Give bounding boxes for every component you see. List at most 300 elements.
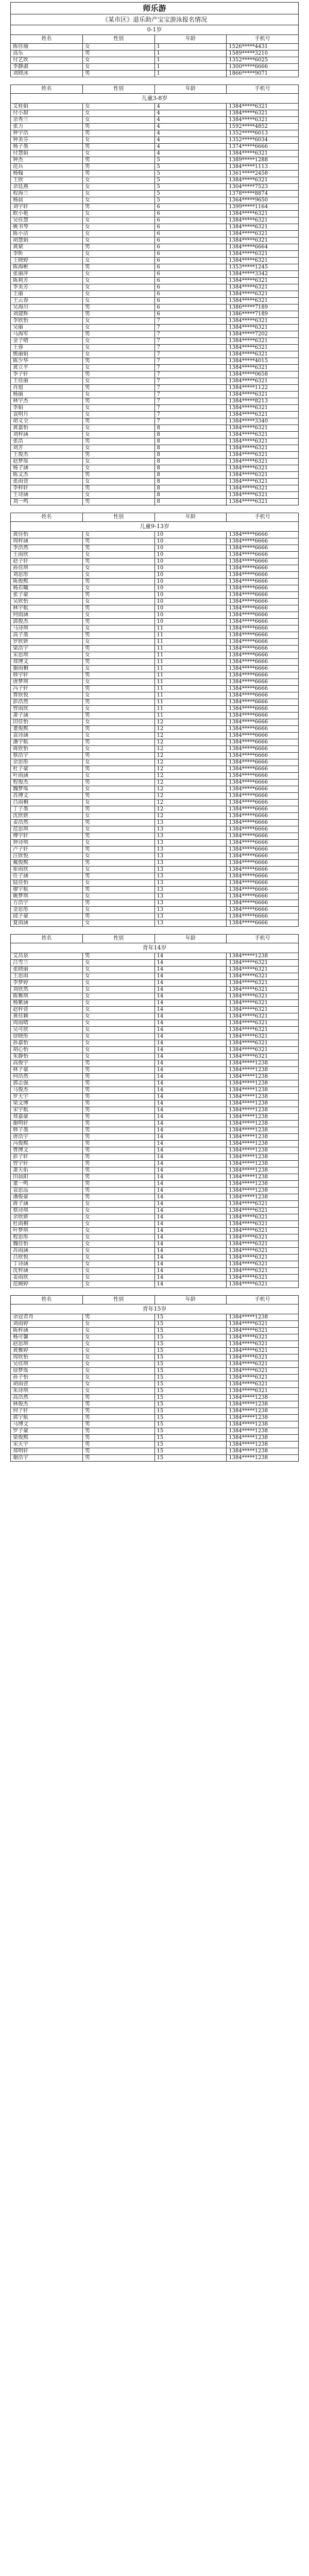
cell-gender: 女 <box>82 552 154 558</box>
cell-age: 6 <box>154 284 227 291</box>
cell-age: 12 <box>154 813 227 820</box>
cell-gender: 男 <box>82 833 154 840</box>
cell-name: 吕欣悦 <box>11 1255 83 1261</box>
cell-phone: 1384*****1238 <box>227 1087 299 1094</box>
cell-age: 14 <box>154 1060 227 1067</box>
section-spacer <box>11 505 299 513</box>
cell-gender: 男 <box>82 753 154 759</box>
cell-phone: 1384*****1238 <box>227 1094 299 1100</box>
cell-age: 7 <box>154 385 227 392</box>
cell-gender: 女 <box>82 284 154 291</box>
table-row <box>11 358 299 365</box>
cell-gender: 女 <box>82 224 154 231</box>
cell-phone: 1384*****6666 <box>227 766 299 773</box>
document-subtitle: 《某市区》退乐助产宝宝游泳报名情况 <box>10 14 299 25</box>
cell-phone: 1384*****6321 <box>227 1234 299 1241</box>
cell-gender: 女 <box>82 1054 154 1060</box>
cell-name: 余欣妍 <box>11 1214 83 1221</box>
cell-gender: 男 <box>82 592 154 599</box>
cell-phone: 1384*****6321 <box>227 472 299 479</box>
table-row <box>11 786 299 793</box>
cell-age: 15 <box>154 1401 227 1408</box>
cell-age: 13 <box>154 887 227 893</box>
cell-gender: 男 <box>82 1194 154 1201</box>
cell-phone: 1384*****6666 <box>227 639 299 646</box>
cell-phone: 1378*****8874 <box>227 191 299 197</box>
cell-phone: 1384*****8213 <box>227 398 299 405</box>
cell-phone: 1384*****6321 <box>227 445 299 452</box>
table-row <box>11 157 299 164</box>
cell-gender: 女 <box>82 184 154 191</box>
table-row <box>11 719 299 726</box>
cell-age: 14 <box>154 1100 227 1107</box>
table-row <box>11 733 299 739</box>
cell-phone: 1384*****6321 <box>227 1007 299 1013</box>
roster-table <box>10 25 299 1462</box>
cell-name: 梁文博 <box>11 1100 83 1107</box>
cell-age: 13 <box>154 900 227 907</box>
section-title-row <box>11 1304 299 1314</box>
cell-age: 14 <box>154 1188 227 1194</box>
cell-name: 任子涵 <box>11 873 83 880</box>
cell-gender: 男 <box>82 452 154 459</box>
cell-name: 刘晓冰 <box>11 71 83 77</box>
cell-phone: 1384*****6321 <box>227 479 299 485</box>
cell-name: 吕雨桐 <box>11 800 83 806</box>
cell-gender: 男 <box>82 820 154 826</box>
cell-age: 14 <box>154 1000 227 1007</box>
cell-phone: 1384*****6666 <box>227 652 299 659</box>
cell-age: 8 <box>154 445 227 452</box>
cell-gender: 女 <box>82 1241 154 1248</box>
table-row <box>11 679 299 686</box>
cell-age: 14 <box>154 953 227 960</box>
cell-phone: 1384*****6321 <box>227 338 299 345</box>
cell-name: 曹博文 <box>11 1147 83 1154</box>
cell-name: 廖宇航 <box>11 887 83 893</box>
column-header-name: 姓名 <box>11 35 83 44</box>
cell-phone: 1384*****6666 <box>227 706 299 713</box>
cell-gender: 女 <box>82 987 154 993</box>
cell-age: 15 <box>154 1455 227 1462</box>
cell-phone: 1384*****6321 <box>227 217 299 224</box>
table-row <box>11 1214 299 1221</box>
cell-age: 15 <box>154 1321 227 1328</box>
cell-name: 杨若曦 <box>11 585 83 592</box>
cell-age: 10 <box>154 579 227 585</box>
cell-name: 余秀兰 <box>11 117 83 124</box>
cell-name: 杨紫涵 <box>11 1000 83 1007</box>
table-row <box>11 217 299 224</box>
cell-phone: 1300*****6666 <box>227 64 299 71</box>
cell-name: 郭志强 <box>11 1080 83 1087</box>
table-row <box>11 1255 299 1261</box>
cell-gender: 男 <box>82 739 154 746</box>
cell-gender: 男 <box>82 331 154 338</box>
cell-age: 8 <box>154 438 227 445</box>
cell-name: 杜子豪 <box>11 766 83 773</box>
cell-gender: 女 <box>82 692 154 699</box>
cell-gender: 女 <box>82 980 154 987</box>
cell-age: 15 <box>154 1442 227 1448</box>
cell-age: 13 <box>154 820 227 826</box>
cell-phone: 1384*****6666 <box>227 592 299 599</box>
cell-phone: 1352*****6025 <box>227 57 299 64</box>
cell-phone: 1384*****6321 <box>227 1348 299 1354</box>
table-row <box>11 1167 299 1174</box>
column-header-row <box>11 35 299 44</box>
cell-gender: 男 <box>82 1181 154 1188</box>
cell-phone: 1384*****6666 <box>227 733 299 739</box>
table-row <box>11 1000 299 1007</box>
cell-age: 10 <box>154 572 227 579</box>
cell-age: 14 <box>154 1228 227 1234</box>
cell-name: 付小甜 <box>11 110 83 117</box>
cell-name: 潘宇航 <box>11 739 83 746</box>
cell-name: 陈梓涵 <box>11 1328 83 1334</box>
table-row <box>11 1334 299 1341</box>
table-row <box>11 1281 299 1288</box>
cell-gender: 女 <box>82 298 154 304</box>
cell-phone: 1384*****1238 <box>227 1134 299 1141</box>
cell-age: 11 <box>154 659 227 666</box>
table-row <box>11 137 299 144</box>
column-header-name: 姓名 <box>11 935 83 943</box>
cell-gender: 女 <box>82 412 154 418</box>
cell-name: 何雨涵 <box>11 612 83 619</box>
cell-name: 曾宇轩 <box>11 1161 83 1167</box>
cell-age: 14 <box>154 1181 227 1188</box>
cell-age: 5 <box>154 197 227 204</box>
column-header-name: 姓名 <box>11 85 83 94</box>
cell-gender: 男 <box>82 244 154 251</box>
cell-phone: 1384*****6666 <box>227 806 299 813</box>
table-row <box>11 492 299 499</box>
table-row <box>11 672 299 679</box>
cell-phone: 1384*****6321 <box>227 1261 299 1268</box>
cell-phone: 1353*****1245 <box>227 264 299 271</box>
table-row <box>11 1442 299 1448</box>
cell-gender: 男 <box>82 472 154 479</box>
table-row <box>11 472 299 479</box>
cell-age: 14 <box>154 980 227 987</box>
cell-phone: 1384*****6666 <box>227 552 299 558</box>
cell-gender: 女 <box>82 278 154 284</box>
cell-gender: 女 <box>82 191 154 197</box>
cell-age: 7 <box>154 318 227 325</box>
cell-gender: 男 <box>82 358 154 365</box>
column-header-row <box>11 1296 299 1304</box>
cell-age: 14 <box>154 1154 227 1161</box>
cell-age: 11 <box>154 679 227 686</box>
table-row <box>11 345 299 351</box>
cell-phone: 1384*****6321 <box>227 177 299 184</box>
cell-phone: 1384*****6321 <box>227 365 299 371</box>
cell-age: 13 <box>154 913 227 920</box>
cell-gender: 女 <box>82 1321 154 1328</box>
cell-phone: 1384*****6666 <box>227 759 299 766</box>
cell-age: 14 <box>154 1261 227 1268</box>
cell-name: 萧子涵 <box>11 713 83 719</box>
section-title: 青年15岁 <box>11 1304 299 1314</box>
cell-age: 4 <box>154 110 227 117</box>
table-row <box>11 1033 299 1040</box>
cell-age: 7 <box>154 405 227 412</box>
cell-gender: 女 <box>82 719 154 726</box>
cell-phone: 1384*****1238 <box>227 1448 299 1455</box>
cell-age: 5 <box>154 177 227 184</box>
column-header-age: 年龄 <box>154 85 227 94</box>
table-row <box>11 311 299 318</box>
cell-phone: 1384*****1238 <box>227 1100 299 1107</box>
cell-phone: 1384*****6321 <box>227 492 299 499</box>
cell-age: 1 <box>154 64 227 71</box>
table-row <box>11 445 299 452</box>
cell-age: 14 <box>154 1040 227 1047</box>
table-row <box>11 284 299 291</box>
cell-age: 6 <box>154 224 227 231</box>
cell-phone: 1384*****6321 <box>227 1013 299 1020</box>
cell-phone: 1384*****6666 <box>227 779 299 786</box>
cell-age: 14 <box>154 1268 227 1275</box>
cell-gender: 女 <box>82 813 154 820</box>
cell-gender: 女 <box>82 773 154 779</box>
cell-age: 8 <box>154 499 227 505</box>
cell-age: 15 <box>154 1448 227 1455</box>
table-row <box>11 1234 299 1241</box>
section-spacer-cell <box>11 1288 299 1296</box>
cell-phone: 1526*****4431 <box>227 44 299 50</box>
cell-gender: 女 <box>82 231 154 238</box>
cell-gender: 男 <box>82 686 154 692</box>
cell-name: 王蓉 <box>11 345 83 351</box>
cell-name: 袁思远 <box>11 1188 83 1194</box>
cell-gender: 女 <box>82 57 154 64</box>
cell-age: 14 <box>154 1127 227 1134</box>
cell-gender: 女 <box>82 1388 154 1395</box>
table-row <box>11 592 299 599</box>
cell-gender: 男 <box>82 699 154 706</box>
cell-gender: 女 <box>82 1381 154 1388</box>
cell-name: 夏雨涵 <box>11 920 83 927</box>
cell-gender: 男 <box>82 124 154 130</box>
cell-gender: 女 <box>82 973 154 980</box>
cell-gender: 男 <box>82 1094 154 1100</box>
cell-gender: 女 <box>82 1214 154 1221</box>
cell-phone: 1384*****6321 <box>227 1275 299 1281</box>
cell-phone: 1384*****6321 <box>227 284 299 291</box>
section-title-row <box>11 943 299 953</box>
cell-gender: 男 <box>82 164 154 171</box>
cell-age: 13 <box>154 846 227 853</box>
table-row <box>11 1395 299 1401</box>
cell-age: 7 <box>154 398 227 405</box>
cell-age: 5 <box>154 184 227 191</box>
cell-age: 12 <box>154 773 227 779</box>
cell-gender: 女 <box>82 104 154 110</box>
cell-age: 14 <box>154 1281 227 1288</box>
cell-age: 14 <box>154 1114 227 1121</box>
cell-gender: 男 <box>82 713 154 719</box>
cell-name: 卢子轩 <box>11 846 83 853</box>
cell-name: 彭子轩 <box>11 1154 83 1161</box>
cell-phone: 1384*****6666 <box>227 893 299 900</box>
column-header-name: 姓名 <box>11 1296 83 1304</box>
cell-phone: 1389*****1288 <box>227 157 299 164</box>
cell-name: 郑博文 <box>11 659 83 666</box>
cell-phone: 1384*****6321 <box>227 251 299 258</box>
table-row <box>11 1328 299 1334</box>
cell-name: 陈文杰 <box>11 472 83 479</box>
cell-gender: 女 <box>82 706 154 713</box>
cell-phone: 1384*****6321 <box>227 967 299 973</box>
cell-age: 10 <box>154 538 227 545</box>
section-title: 儿童9-13岁 <box>11 522 299 532</box>
cell-phone: 1384*****6321 <box>227 318 299 325</box>
cell-age: 13 <box>154 873 227 880</box>
cell-name: 林俊杰 <box>11 1401 83 1408</box>
table-row <box>11 177 299 184</box>
cell-name: 陈少华 <box>11 358 83 365</box>
column-header-gender: 性别 <box>82 1296 154 1304</box>
cell-phone: 1384*****6666 <box>227 686 299 692</box>
cell-phone: 1384*****6321 <box>227 211 299 217</box>
cell-age: 7 <box>154 378 227 385</box>
cell-age: 14 <box>154 1080 227 1087</box>
cell-phone: 1384*****1238 <box>227 1442 299 1448</box>
table-row <box>11 1314 299 1321</box>
table-row <box>11 485 299 492</box>
cell-age: 12 <box>154 793 227 800</box>
cell-gender: 男 <box>82 171 154 177</box>
cell-phone: 1384*****1238 <box>227 1080 299 1087</box>
column-header-phone: 手机号 <box>227 35 299 44</box>
table-row <box>11 1228 299 1234</box>
table-row <box>11 1114 299 1121</box>
table-row <box>11 57 299 64</box>
table-row <box>11 746 299 753</box>
cell-gender: 女 <box>82 1334 154 1341</box>
cell-name: 叶雨涵 <box>11 773 83 779</box>
table-row <box>11 371 299 378</box>
cell-age: 12 <box>154 806 227 813</box>
cell-name: 林宇杰 <box>11 398 83 405</box>
table-row <box>11 1080 299 1087</box>
cell-gender: 女 <box>82 378 154 385</box>
table-row <box>11 625 299 632</box>
table-row <box>11 739 299 746</box>
table-row <box>11 452 299 459</box>
cell-name: 程俊杰 <box>11 779 83 786</box>
cell-name: 陈佳瑜 <box>11 44 83 50</box>
table-row <box>11 565 299 572</box>
cell-gender: 女 <box>82 652 154 659</box>
table-row <box>11 325 299 331</box>
cell-age: 7 <box>154 331 227 338</box>
table-row <box>11 1448 299 1455</box>
cell-phone: 1384*****6321 <box>227 238 299 244</box>
table-row <box>11 840 299 846</box>
cell-age: 6 <box>154 244 227 251</box>
cell-age: 6 <box>154 211 227 217</box>
cell-phone: 1384*****6321 <box>227 987 299 993</box>
cell-gender: 女 <box>82 1375 154 1381</box>
cell-age: 14 <box>154 1094 227 1100</box>
table-row <box>11 378 299 385</box>
cell-gender: 女 <box>82 217 154 224</box>
cell-name: 陈雅琪 <box>11 993 83 1000</box>
cell-name: 郑明轩 <box>11 1448 83 1455</box>
cell-phone: 1384*****6666 <box>227 873 299 880</box>
cell-phone: 1361*****2458 <box>227 171 299 177</box>
cell-gender: 男 <box>82 157 154 164</box>
cell-name: 罗欣妍 <box>11 639 83 646</box>
table-row <box>11 953 299 960</box>
table-row <box>11 150 299 157</box>
cell-name: 林子豪 <box>11 1067 83 1074</box>
cell-name: 范思琪 <box>11 826 83 833</box>
cell-age: 14 <box>154 1255 227 1261</box>
table-row <box>11 438 299 445</box>
cell-phone: 1384*****6321 <box>227 1354 299 1361</box>
cell-name: 高俊宇 <box>11 1060 83 1067</box>
cell-name: 吴佳琪 <box>11 1361 83 1368</box>
column-header-age: 年龄 <box>154 1296 227 1304</box>
cell-gender: 女 <box>82 1000 154 1007</box>
cell-age: 15 <box>154 1375 227 1381</box>
column-header-row <box>11 85 299 94</box>
cell-phone: 1384*****6321 <box>227 1321 299 1328</box>
cell-name: 徐晓彤 <box>11 1033 83 1040</box>
cell-name: 宋天宇 <box>11 1442 83 1448</box>
cell-age: 10 <box>154 612 227 619</box>
cell-gender: 女 <box>82 1040 154 1047</box>
cell-name: 陈小洁 <box>11 231 83 238</box>
cell-phone: 1384*****6321 <box>227 1228 299 1234</box>
cell-age: 7 <box>154 392 227 398</box>
cell-name: 余思彤 <box>11 759 83 766</box>
cell-gender: 女 <box>82 251 154 258</box>
cell-name: 朱静怡 <box>11 1054 83 1060</box>
cell-name: 张力 <box>11 124 83 130</box>
cell-gender: 女 <box>82 1248 154 1255</box>
cell-gender: 女 <box>82 432 154 438</box>
cell-gender: 女 <box>82 967 154 973</box>
cell-name: 赵子轩 <box>11 558 83 565</box>
cell-phone: 1384*****1238 <box>227 1194 299 1201</box>
cell-age: 8 <box>154 485 227 492</box>
cell-gender: 女 <box>82 318 154 325</box>
cell-phone: 1384*****6321 <box>227 1047 299 1054</box>
cell-age: 10 <box>154 552 227 558</box>
table-row <box>11 1067 299 1074</box>
column-header-age: 年龄 <box>154 935 227 943</box>
cell-gender: 女 <box>82 459 154 465</box>
cell-age: 15 <box>154 1314 227 1321</box>
cell-phone: 1384*****1238 <box>227 1188 299 1194</box>
cell-phone: 1352*****6034 <box>227 137 299 144</box>
table-row <box>11 1361 299 1368</box>
cell-name: 刘雨婷 <box>11 1321 83 1328</box>
table-row <box>11 993 299 1000</box>
cell-phone: 1384*****1238 <box>227 1161 299 1167</box>
table-row <box>11 793 299 800</box>
cell-age: 10 <box>154 619 227 625</box>
cell-age: 6 <box>154 264 227 271</box>
table-row <box>11 1013 299 1020</box>
cell-name: 胡慧娟 <box>11 238 83 244</box>
cell-phone: 1384*****6666 <box>227 820 299 826</box>
